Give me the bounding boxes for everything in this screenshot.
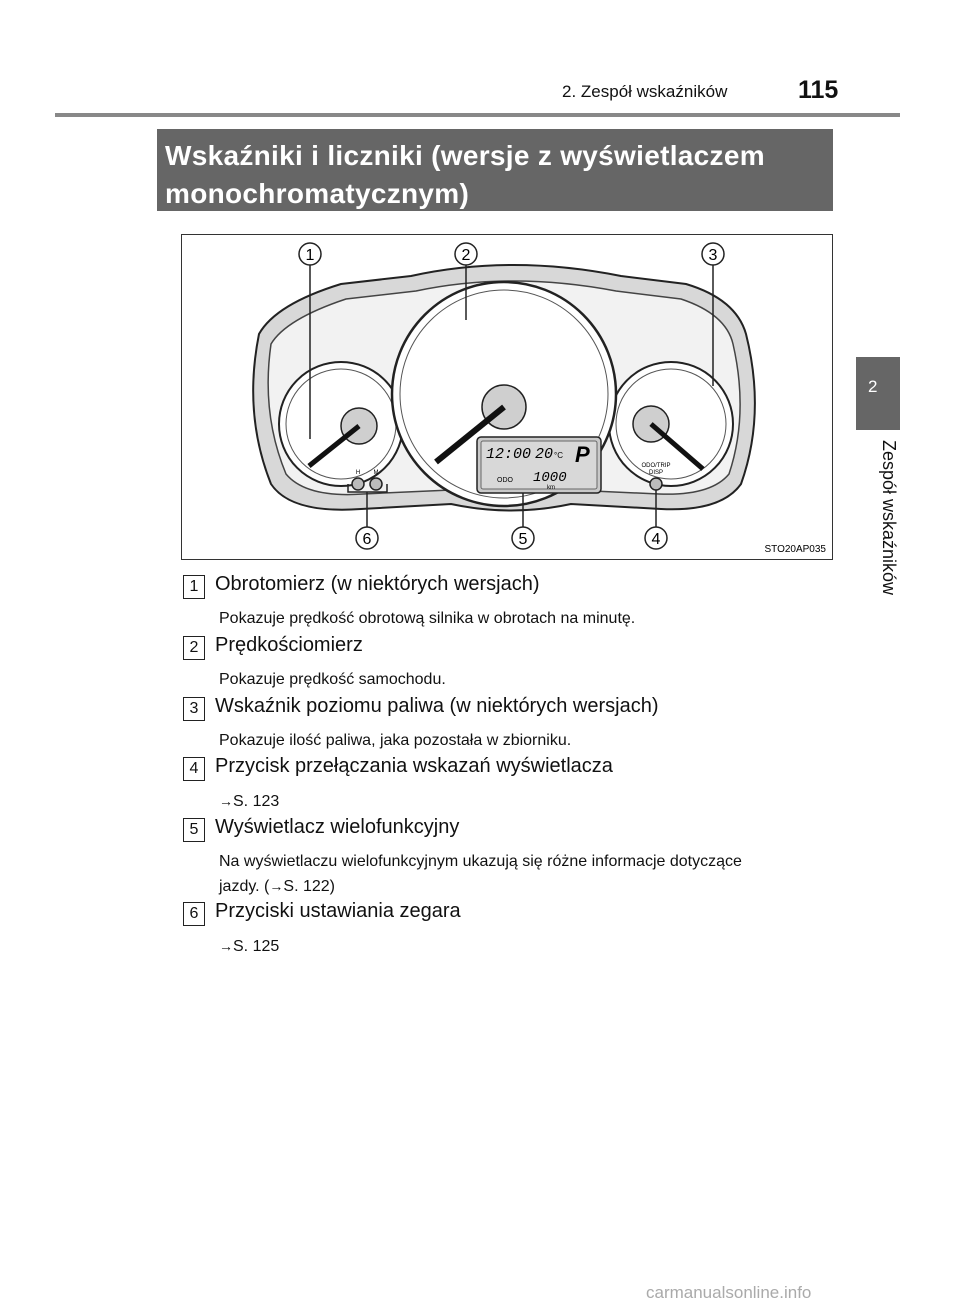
figure-code: STO20AP035: [764, 544, 826, 555]
odo-trip-label-line1: ODO/TRIP: [641, 463, 671, 469]
clock-h-label: H: [355, 470, 361, 476]
section-heading-line2: monochromatycznym): [165, 178, 470, 209]
item-title: Prędkościomierz: [215, 634, 363, 656]
item-number-badge: 1: [183, 575, 205, 599]
display-odo-label: ODO: [497, 477, 513, 484]
item-title: Przycisk przełączania wskazań wyświetlacza: [215, 755, 613, 777]
callout-2: 2: [461, 247, 471, 264]
item-description: Pokazuje prędkość samochodu.: [219, 671, 446, 688]
item-number-badge: 4: [183, 757, 205, 781]
item-title: Obrotomierz (w niektórych wersjach): [215, 573, 540, 595]
callout-1: 1: [305, 247, 315, 264]
item-number-badge: 2: [183, 636, 205, 660]
item-number-badge: 5: [183, 818, 205, 842]
arrow-right-icon: →: [219, 793, 233, 809]
instrument-cluster-illustration: [181, 234, 833, 560]
display-temp-unit: °C: [554, 451, 563, 460]
section-heading-line1: Wskaźniki i liczniki (wersje z wyświetlaczem: [165, 140, 765, 171]
page-number: 115: [798, 76, 839, 104]
page-reference-link[interactable]: S. 125: [233, 938, 280, 955]
callout-6: 6: [362, 531, 372, 548]
section-title: 2. Zespół wskaźników: [562, 82, 728, 101]
chapter-tab-label: Zespół wskaźników: [879, 440, 899, 596]
chapter-tab-number: 2: [868, 377, 878, 396]
item-number-badge: 6: [183, 902, 205, 926]
display-gear: P: [575, 442, 590, 467]
header-divider: [55, 113, 900, 117]
callout-4: 4: [651, 531, 661, 548]
arrow-right-icon: →: [219, 938, 233, 954]
item-description-line2: jazdy. (→S. 122): [219, 878, 335, 895]
item-description: Pokazuje prędkość obrotową silnika w obrotach na minutę.: [219, 610, 636, 627]
item-description: [219, 850, 829, 899]
item-description-line1: Na wyświetlaczu wielofunkcyjnym ukazują się różne informacje dotyczące: [219, 853, 742, 870]
display-odo-value: 1000: [533, 470, 567, 486]
item-title: Przyciski ustawiania zegara: [215, 900, 461, 922]
display-time: 12:00: [486, 446, 532, 463]
section-heading: [165, 137, 835, 213]
page-reference-link[interactable]: S. 122): [283, 878, 335, 895]
item-number-badge: 3: [183, 697, 205, 721]
odo-trip-label-line2: DISP: [648, 470, 664, 476]
display-odo-unit: km: [547, 485, 555, 491]
callout-5: 5: [518, 531, 528, 548]
item-description: [219, 934, 829, 959]
chapter-tab: [856, 357, 900, 430]
item-title: Wyświetlacz wielofunkcyjny: [215, 816, 460, 838]
arrow-right-icon: →: [269, 878, 284, 894]
item-description: [219, 789, 829, 814]
item-title: Wskaźnik poziomu paliwa (w niektórych wersjach): [215, 695, 659, 717]
instrument-cluster-figure: [181, 234, 833, 560]
page-reference-link[interactable]: S. 123: [233, 793, 280, 810]
clock-m-label: M: [373, 470, 379, 476]
callout-3: 3: [708, 247, 718, 264]
display-temp: 20: [535, 446, 554, 463]
watermark: carmanualsonline.info: [646, 1283, 812, 1302]
item-description: Pokazuje ilość paliwa, jaka pozostała w zbiorniku.: [219, 732, 572, 749]
